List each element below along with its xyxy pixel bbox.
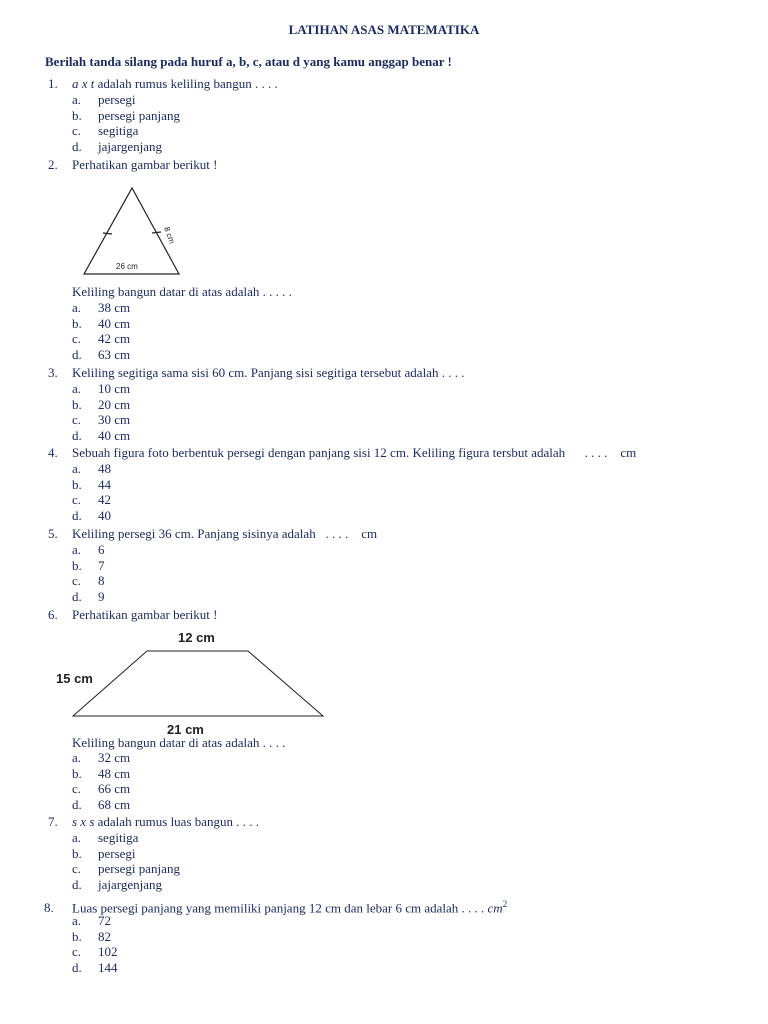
option-b[interactable]: b. persegi (72, 845, 136, 861)
options-1 (72, 92, 180, 155)
base-label: 26 cm (116, 262, 138, 271)
options-6 (72, 750, 130, 813)
options-8 (72, 913, 118, 976)
question-text: Sebuah figura foto berbentuk persegi dengan panjang sisi 12 cm. Keliling figura tersbut adalah . . . . cm (72, 445, 637, 460)
followup-2: Keliling bangun datar di atas adalah . . . . . (72, 284, 292, 299)
question-6 (48, 607, 217, 623)
question-text: adalah rumus keliling bangun . . . . (94, 76, 278, 91)
option-a[interactable]: a. 32 cm (72, 750, 131, 765)
question-1 (48, 76, 278, 92)
option-d[interactable]: d. jajargenjang (72, 139, 163, 155)
option-c[interactable]: c. 42 (72, 492, 111, 508)
base-label: 21 cm (167, 722, 204, 737)
side-label: 15 cm (56, 671, 93, 686)
question-number: 6. (48, 607, 58, 622)
top-label: 12 cm (178, 630, 215, 645)
followup-6: Keliling bangun datar di atas adalah . . . . (72, 735, 286, 750)
question-number: 2. (48, 157, 58, 172)
formula: s x s (72, 814, 95, 829)
option-a[interactable]: a. persegi (72, 92, 136, 107)
page-title: LATIHAN ASAS MATEMATIKA (288, 22, 480, 37)
option-d[interactable]: d. 40 cm (72, 428, 131, 444)
option-c[interactable]: c. segitiga (72, 123, 139, 139)
unit-exponent: 2 (502, 899, 508, 909)
option-b[interactable]: b. 7 (72, 557, 105, 573)
tick-mark (152, 232, 161, 233)
option-d[interactable]: d. 144 (72, 960, 118, 976)
option-b[interactable]: b. persegi panjang (72, 107, 180, 123)
unit: cm (487, 900, 503, 916)
question-5 (48, 526, 377, 542)
question-text: Keliling persegi 36 cm. Panjang sisinya adalah . . . . cm (72, 526, 378, 541)
question-text: Perhatikan gambar berikut ! (72, 607, 218, 622)
option-d[interactable]: d. 68 cm (72, 797, 131, 813)
option-a[interactable]: a. segitiga (72, 830, 139, 845)
instruction: Berilah tanda silang pada huruf a, b, c, atau d yang kamu anggap benar ! (45, 54, 452, 69)
side-label: 8 cm (162, 225, 177, 245)
option-b[interactable]: b. 44 (72, 476, 111, 492)
option-b[interactable]: b. 20 cm (72, 396, 131, 412)
question-2 (48, 157, 217, 173)
question-7 (48, 814, 259, 830)
option-a[interactable]: a. 72 (72, 913, 111, 928)
option-b[interactable]: b. 48 cm (72, 765, 131, 781)
question-number: 7. (48, 814, 58, 829)
question-number: 5. (48, 526, 58, 541)
question-number: 1. (48, 76, 58, 91)
trapezoid-shape (73, 651, 323, 716)
formula: a x t (72, 76, 95, 91)
question-text: Perhatikan gambar berikut ! (72, 157, 218, 172)
option-b[interactable]: b. 40 cm (72, 315, 131, 331)
trapezoid-figure (50, 626, 340, 738)
option-a[interactable]: a. 38 cm (72, 300, 131, 315)
question-4 (48, 445, 636, 461)
option-d[interactable]: d. 40 (72, 508, 111, 524)
option-a[interactable]: a. 48 (72, 461, 111, 476)
option-d[interactable]: d. 63 cm (72, 347, 131, 363)
triangle-figure (78, 180, 198, 280)
options-3 (72, 381, 130, 444)
question-number: 8. (44, 900, 54, 916)
option-c[interactable]: c. 30 cm (72, 412, 131, 428)
option-c[interactable]: c. persegi panjang (72, 861, 180, 877)
option-c[interactable]: c. 42 cm (72, 331, 131, 347)
question-text: Keliling segitiga sama sisi 60 cm. Panjang sisi segitiga tersebut adalah . . . . (72, 365, 465, 380)
option-d[interactable]: d. jajargenjang (72, 877, 163, 893)
options-5 (72, 542, 105, 605)
question-number: 4. (48, 445, 58, 460)
option-b[interactable]: b. 82 (72, 928, 111, 944)
option-c[interactable]: c. 102 (72, 944, 118, 960)
options-2 (72, 300, 130, 363)
option-c[interactable]: c. 8 (72, 573, 105, 589)
question-number: 3. (48, 365, 58, 380)
tick-mark (103, 233, 112, 234)
options-4 (72, 461, 111, 524)
question-text: Luas persegi panjang yang memiliki panjang 12 cm dan lebar 6 cm adalah . . . . (72, 900, 485, 916)
option-d[interactable]: d. 9 (72, 589, 105, 605)
question-3 (48, 365, 464, 381)
question-text: adalah rumus luas bangun . . . . (94, 814, 260, 829)
options-7 (72, 830, 180, 893)
option-a[interactable]: a. 6 (72, 542, 105, 557)
option-c[interactable]: c. 66 cm (72, 781, 131, 797)
option-a[interactable]: a. 10 cm (72, 381, 131, 396)
